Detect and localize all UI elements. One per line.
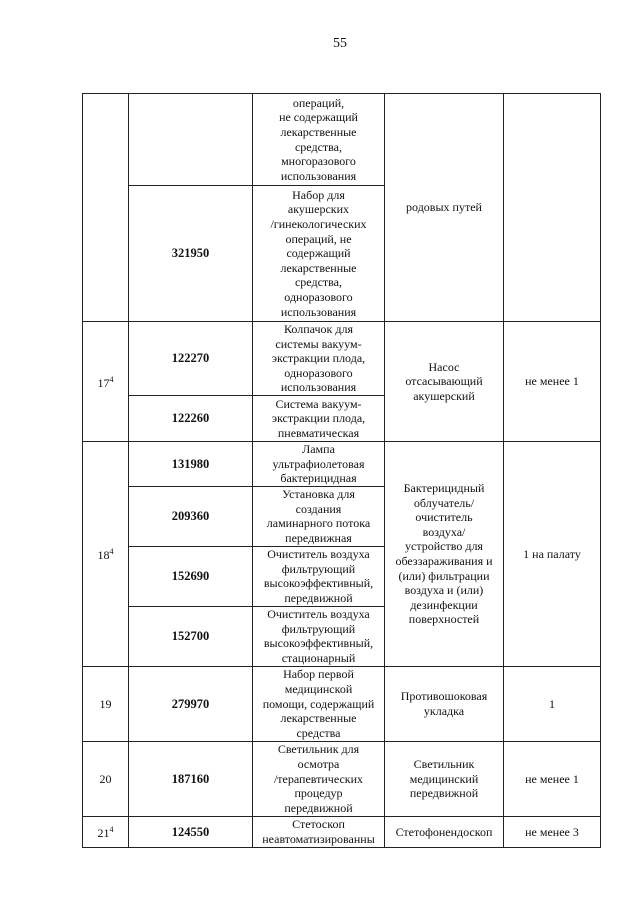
code-cell: 122260 [129,395,253,441]
table-row [83,441,601,486]
table-row [83,816,601,847]
code-cell: 209360 [129,486,253,546]
table-row [83,666,601,741]
quantity-cell: 1 на палату [504,441,601,666]
row-number-cell: 20 [83,741,129,816]
row-number-cell: $21^4$ [83,816,129,847]
device-name-cell: Очиститель воздуха фильтрующий высокоэффективный, стационарный [253,606,385,666]
row-number-cell: $17^4$ [83,322,129,442]
table-row [83,741,601,816]
code-cell: 131980 [129,441,253,486]
code-cell: 321950 [129,186,253,322]
device-name-cell: Стетоскоп неавтоматизированны [253,816,385,847]
device-name-cell: Система вакуум- экстракции плода, пневматическая [253,395,385,441]
device-type-cell: Противошоковая укладка [385,666,504,741]
row-number-cell: $18^4$ [83,441,129,666]
table-row [83,322,601,396]
device-type-cell: Насос отсасывающий акушерский [385,322,504,442]
table-row [83,94,601,186]
device-name-cell: Светильник для осмотра /терапевтических процедур передвижной [253,741,385,816]
device-type-cell: родовых путей [385,94,504,322]
quantity-cell: не менее 1 [504,322,601,442]
device-type-cell: Бактерицидный облучатель/ очиститель воздуха/ устройство для обеззараживания и (или) фильтрации воздуха и (или) дезинфекции поверхностей [385,441,504,666]
device-name-cell: операций, не содержащий лекарственные средства, многоразового использования [253,94,385,186]
row-number-cell: 19 [83,666,129,741]
code-cell: 152690 [129,546,253,606]
quantity-cell: 1 [504,666,601,741]
code-cell: 152700 [129,606,253,666]
equipment-table [82,93,601,848]
code-cell: 187160 [129,741,253,816]
device-name-cell: Набор для акушерских /гинекологических операций, не содержащий лекарственные средства, одноразового использования [253,186,385,322]
device-name-cell: Очиститель воздуха фильтрующий высокоэффективный, передвижной [253,546,385,606]
quantity-cell: не менее 1 [504,741,601,816]
code-cell [129,94,253,186]
device-name-cell: Установка для создания ламинарного потока передвижная [253,486,385,546]
page-number: 55 [333,36,347,51]
device-name-cell: Лампа ультрафиолетовая бактерицидная [253,441,385,486]
device-name-cell: Набор первой медицинской помощи, содержащий лекарственные средства [253,666,385,741]
code-cell: 122270 [129,322,253,396]
device-name-cell: Колпачок для системы вакуум- экстракции плода, одноразового использования [253,322,385,396]
device-type-cell: Светильник медицинский передвижной [385,741,504,816]
row-number-cell [83,94,129,322]
quantity-cell: не менее 3 [504,816,601,847]
code-cell: 279970 [129,666,253,741]
code-cell: 124550 [129,816,253,847]
quantity-cell [504,94,601,322]
device-type-cell: Стетофонендоскоп [385,816,504,847]
